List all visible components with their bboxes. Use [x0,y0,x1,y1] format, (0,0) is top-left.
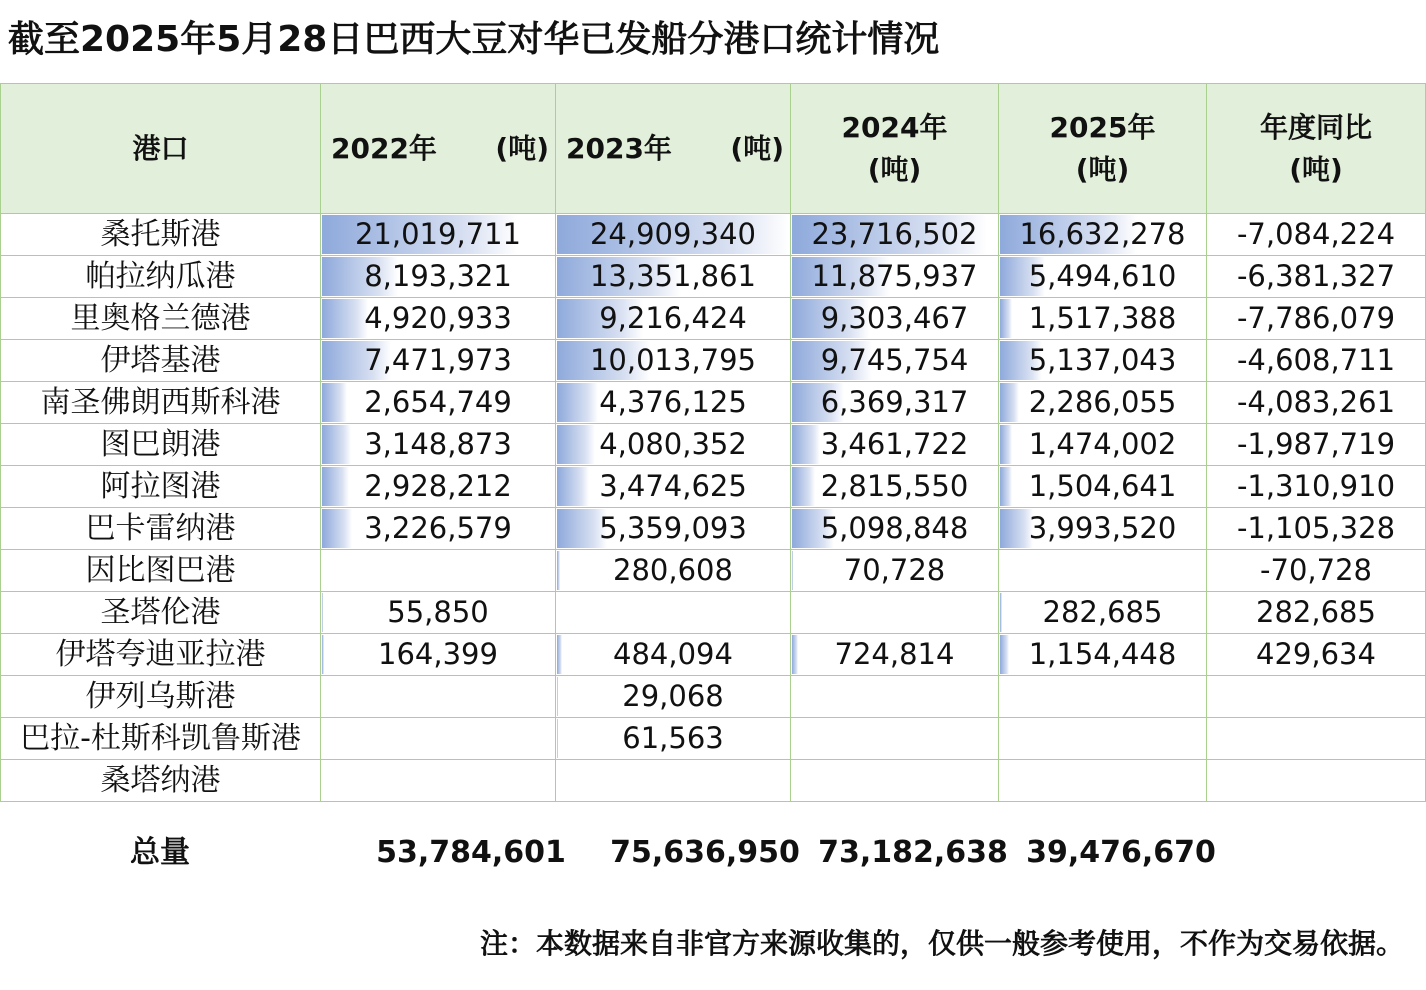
value-text-2023: 484,094 [613,637,733,671]
table-row [1,382,1426,424]
value-cell-2023 [556,550,791,592]
value-text-2025: 282,685 [1042,595,1163,629]
value-cell-2025 [999,466,1207,508]
value-cell-2024 [791,256,999,298]
data-bar-2023 [557,719,558,758]
value-cell-2022 [321,340,556,382]
header-2025-unit: (吨) [1075,152,1130,186]
header-2022-unit: (吨) [495,131,549,165]
data-bar-2023 [557,425,595,464]
port-name-cell: 里奥格兰德港 [1,298,321,340]
value-cell-2025 [999,760,1207,802]
data-bar-2022 [322,299,368,338]
value-text-2024: 3,461,722 [820,427,969,461]
value-text-2022: 2,928,212 [364,469,512,503]
table-row [1,718,1426,760]
port-name-cell: 伊塔基港 [1,340,321,382]
yoy-cell [1207,676,1426,718]
yoy-cell: -7,786,079 [1207,298,1426,340]
data-bar-2025 [1000,509,1033,548]
total-2024: 73,182,638 [818,835,1008,870]
value-text-2023: 9,216,424 [599,301,747,335]
value-cell-2023 [556,424,791,466]
value-text-2025: 5,494,610 [1028,259,1177,293]
header-2023 [556,84,791,214]
data-bar-2024 [792,635,798,674]
table-row [1,592,1426,634]
value-text-2022: 3,226,579 [364,511,512,545]
value-text-2025: 5,137,043 [1028,343,1177,377]
value-text-2025: 1,504,641 [1028,469,1177,503]
total-2023: 75,636,950 [610,835,800,870]
yoy-cell: 282,685 [1207,592,1426,634]
value-text-2022: 8,193,321 [364,259,512,293]
value-cell-2025 [999,298,1207,340]
value-cell-2023 [556,214,791,256]
value-cell-2024 [791,214,999,256]
value-text-2024: 2,815,550 [820,469,969,503]
value-cell-2024 [791,424,999,466]
table-row [1,298,1426,340]
value-cell-2023 [556,298,791,340]
value-text-2023: 280,608 [613,553,733,587]
header-2022 [321,84,556,214]
value-cell-2022 [321,382,556,424]
value-text-2024: 11,875,937 [811,259,978,293]
table-row [1,256,1426,298]
data-bar-2022 [322,509,352,548]
value-cell-2024 [791,466,999,508]
value-cell-2025 [999,592,1207,634]
value-cell-2022 [321,550,556,592]
value-cell-2023 [556,760,791,802]
header-2023-unit: (吨) [730,131,784,165]
port-name-cell: 圣塔伦港 [1,592,321,634]
total-2025: 39,476,670 [1026,835,1216,870]
yoy-cell: -4,083,261 [1207,382,1426,424]
value-cell-2023 [556,592,791,634]
value-cell-2025 [999,508,1207,550]
value-text-2022: 2,654,749 [364,385,512,419]
value-cell-2024 [791,340,999,382]
value-cell-2022 [321,718,556,760]
yoy-cell: -4,608,711 [1207,340,1426,382]
value-text-2023: 4,376,125 [599,385,747,419]
table-row [1,424,1426,466]
header-2023-year: 2023年 [566,131,672,165]
value-text-2022: 3,148,873 [364,427,512,461]
total-label: 总量 [130,835,190,870]
value-text-2023: 29,068 [622,679,724,713]
value-text-2022: 55,850 [387,595,489,629]
header-yoy-unit: (吨) [1289,152,1343,186]
value-cell-2024 [791,592,999,634]
port-name-cell: 图巴朗港 [1,424,321,466]
value-cell-2022 [321,424,556,466]
value-text-2024: 6,369,317 [820,385,969,419]
value-text-2024: 70,728 [843,553,946,587]
total-2022: 53,784,601 [376,835,566,870]
value-text-2025: 16,632,278 [1019,217,1186,251]
table-row [1,676,1426,718]
total-row [0,830,1426,876]
header-2025 [999,84,1207,214]
value-text-2022: 4,920,933 [364,301,512,335]
value-text-2023: 24,909,340 [589,217,757,251]
value-cell-2025 [999,214,1207,256]
value-cell-2025 [999,340,1207,382]
data-bar-2025 [1000,635,1009,674]
data-bar-2023 [557,635,562,674]
table-row [1,214,1426,256]
value-cell-2024 [791,550,999,592]
data-bar-2023 [557,467,589,506]
data-bar-2022 [322,467,349,506]
data-bar-2023 [557,383,598,422]
value-cell-2025 [999,256,1207,298]
port-name-cell: 阿拉图港 [1,466,321,508]
value-cell-2023 [556,256,791,298]
value-cell-2023 [556,676,791,718]
yoy-cell: -1,987,719 [1207,424,1426,466]
data-bar-2023 [557,551,560,590]
port-name-cell: 巴拉-杜斯科凯鲁斯港 [1,718,321,760]
port-name-cell: 伊塔夸迪亚拉港 [1,634,321,676]
port-name-cell: 伊列乌斯港 [1,676,321,718]
data-bar-2024 [792,551,793,590]
table-row [1,508,1426,550]
value-text-2024: 724,814 [834,637,955,671]
value-cell-2022 [321,256,556,298]
value-text-2024: 9,745,754 [820,343,969,377]
value-text-2022: 164,399 [378,637,498,671]
value-cell-2024 [791,298,999,340]
header-row [1,84,1426,214]
value-text-2025: 2,286,055 [1028,385,1177,419]
value-cell-2022 [321,508,556,550]
value-cell-2022 [321,676,556,718]
header-port: 港口 [1,84,321,214]
value-text-2024: 5,098,848 [820,511,969,545]
yoy-cell: -70,728 [1207,550,1426,592]
value-cell-2022 [321,760,556,802]
data-bar-2025 [1000,467,1012,506]
value-cell-2023 [556,634,791,676]
value-cell-2022 [321,466,556,508]
port-shipment-table [0,83,1426,802]
value-cell-2025 [999,382,1207,424]
yoy-cell: -1,310,910 [1207,466,1426,508]
port-name-cell: 巴卡雷纳港 [1,508,321,550]
data-bar-2025 [1000,425,1012,464]
value-cell-2025 [999,634,1207,676]
value-text-2025: 1,517,388 [1028,301,1177,335]
value-cell-2023 [556,508,791,550]
value-cell-2024 [791,634,999,676]
port-name-cell: 南圣佛朗西斯科港 [1,382,321,424]
value-cell-2024 [791,718,999,760]
value-cell-2023 [556,466,791,508]
page-title: 截至2025年5月28日巴西大豆对华已发船分港口统计情况 [8,19,940,60]
yoy-cell: -7,084,224 [1207,214,1426,256]
data-bar-2022 [322,425,351,464]
table-row [1,340,1426,382]
header-yoy-label: 年度同比 [1259,110,1372,144]
table-row [1,466,1426,508]
value-text-2023: 13,351,861 [589,259,757,293]
data-bar-2025 [1000,593,1002,632]
data-bar-2025 [1000,383,1019,422]
yoy-cell: -1,105,328 [1207,508,1426,550]
value-cell-2024 [791,508,999,550]
table-row [1,760,1426,802]
value-cell-2024 [791,382,999,424]
value-text-2022: 7,471,973 [364,343,512,377]
value-cell-2025 [999,550,1207,592]
header-2025-year: 2025年 [1049,110,1156,144]
value-text-2023: 4,080,352 [599,427,747,461]
disclaimer-note: 注：本数据来自非官方来源收集的，仅供一般参考使用，不作为交易依据。 [479,927,1404,960]
data-bar-2024 [792,425,820,464]
value-text-2023: 3,474,625 [599,469,747,503]
data-bar-2024 [792,467,815,506]
value-text-2024: 9,303,467 [820,301,969,335]
port-name-cell: 桑托斯港 [1,214,321,256]
data-bar-2022 [322,383,347,422]
table-row [1,550,1426,592]
value-cell-2024 [791,760,999,802]
value-text-2023: 61,563 [622,721,724,755]
value-cell-2025 [999,718,1207,760]
value-cell-2025 [999,676,1207,718]
value-text-2023: 10,013,795 [589,343,757,377]
header-2022-year: 2022年 [331,131,437,165]
value-cell-2022 [321,592,556,634]
table-row [1,634,1426,676]
value-cell-2022 [321,298,556,340]
value-cell-2023 [556,382,791,424]
yoy-cell: -6,381,327 [1207,256,1426,298]
value-text-2025: 3,993,520 [1028,511,1177,545]
value-cell-2022 [321,214,556,256]
data-bar-2022 [322,635,324,674]
header-2024-unit: (吨) [867,152,922,186]
port-name-cell: 帕拉纳瓜港 [1,256,321,298]
yoy-cell [1207,718,1426,760]
header-2024 [791,84,999,214]
yoy-cell [1207,760,1426,802]
port-name-cell: 桑塔纳港 [1,760,321,802]
value-text-2025: 1,474,002 [1028,427,1177,461]
yoy-cell: 429,634 [1207,634,1426,676]
data-bar-2025 [1000,299,1012,338]
value-text-2025: 1,154,448 [1028,637,1177,671]
table-body [1,214,1426,802]
value-text-2023: 5,359,093 [599,511,747,545]
value-cell-2023 [556,340,791,382]
value-text-2024: 23,716,502 [811,217,978,251]
header-2024-year: 2024年 [841,110,948,144]
data-bar-2022 [322,593,323,632]
header-yoy [1207,84,1426,214]
value-cell-2022 [321,634,556,676]
value-cell-2025 [999,424,1207,466]
value-text-2022: 21,019,711 [354,217,522,251]
value-cell-2023 [556,718,791,760]
port-name-cell: 因比图巴港 [1,550,321,592]
value-cell-2024 [791,676,999,718]
